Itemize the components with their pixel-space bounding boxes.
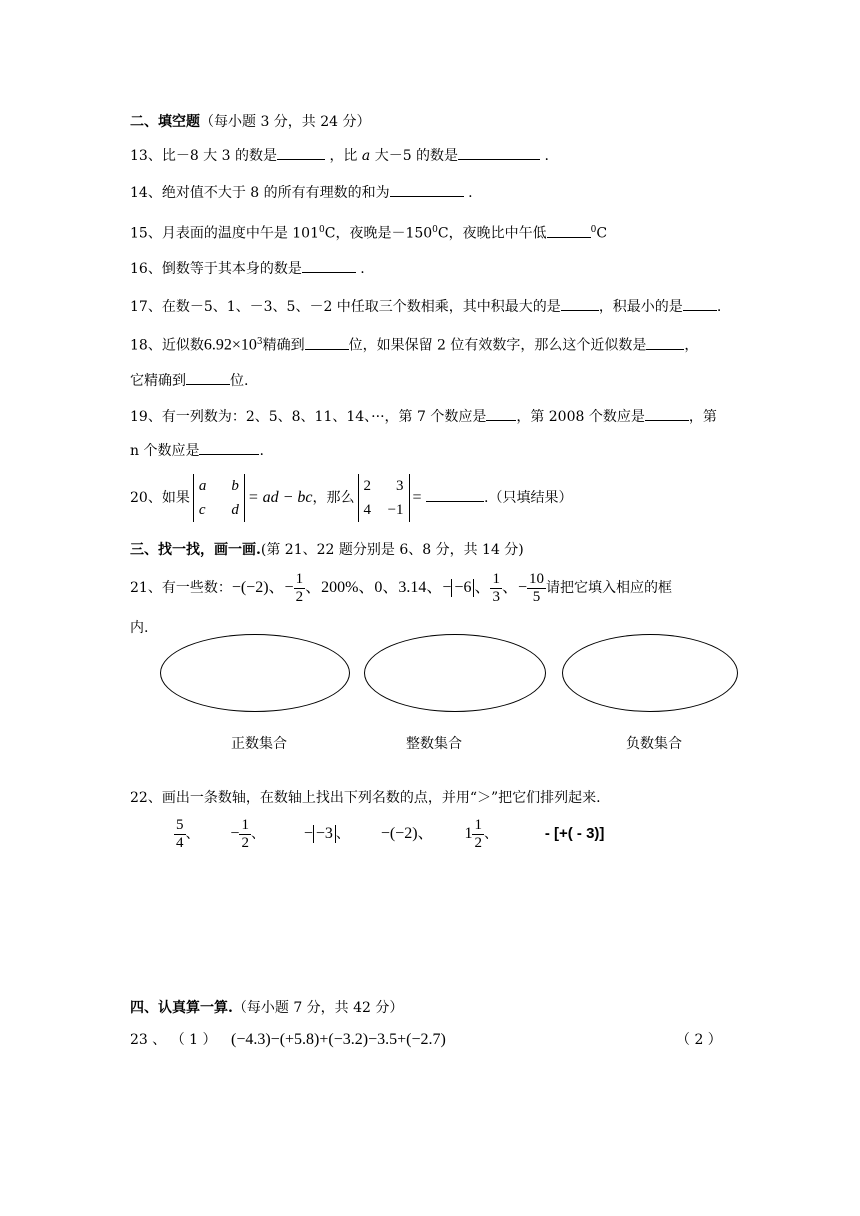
minus-sign: − [230,825,240,842]
matrix-entry: −1 [387,502,404,518]
question-14 [130,182,473,203]
question-18-cont [130,370,248,391]
answer-blank [646,335,684,350]
answer-blank [547,223,591,238]
section-title: 二、填空题 [130,114,200,130]
fraction [527,571,546,606]
answer-blank [390,182,464,197]
question-21-cont [130,618,148,638]
denominator: 2 [295,588,304,605]
positive-set-label: 正数集合 [231,736,287,752]
q17-text: . [716,299,722,315]
denominator: 3 [492,588,500,605]
q13-text: ，比 [329,148,358,164]
equals-sign: = [412,489,422,506]
matrix-entry: b [231,478,239,494]
q13-text: . [544,148,549,164]
question-19-cont [130,440,264,461]
determinant-numeric [358,474,410,522]
q21-text: 请把它填入相应的框 [546,580,672,596]
answer-blank [186,370,230,385]
q21-text: 内. [130,620,149,636]
numerator: 1 [492,570,500,587]
question-17 [130,296,721,317]
separator: 、 [483,826,498,842]
numerator: 1 [241,816,249,833]
numerator: 10 [529,570,544,587]
exponent: 3 [256,337,263,347]
q16-text: . [360,261,365,277]
question-22-numbers [174,812,604,856]
negative-set-label: 负数集合 [626,736,682,752]
fraction [294,571,306,606]
absolute-value: −6 [451,579,474,597]
fraction [174,817,186,852]
question-23 [130,1030,446,1050]
numerator: 1 [295,570,304,587]
section-4-heading [130,998,403,1018]
answer-blank [302,258,356,273]
denominator: 2 [474,834,482,851]
q17-text: ，积最小的是 [598,299,683,315]
separator: 、 [250,826,265,842]
fraction [490,571,502,606]
question-22 [130,788,601,808]
q23-part-2-label: （ 2 ） [676,1032,722,1048]
q20-text: ，那么 [312,490,355,506]
q23-expression: (−4.3)−(+5.8)+(−3.2)−3.5+(−2.7) [230,1031,446,1048]
q18-text: 精确到 [262,337,305,354]
fraction [239,817,251,852]
separator: 、 [185,826,200,842]
q18-text: 18、近似数 [130,337,204,354]
q19-text: n 个数应是 [130,443,200,459]
answer-blank [277,145,325,160]
question-21 [130,566,672,610]
section-title: 三、找一找，画一画. [130,542,261,558]
q23-label: 23 、 （ 1 ） [130,1032,217,1048]
question-19 [130,406,717,427]
q13-text: 13、比－8 大 3 的数是 [130,148,277,164]
q19-text: . [259,443,264,459]
numerator: 1 [474,816,482,833]
matrix-entry: d [231,502,239,518]
denominator: 5 [532,588,541,605]
q14-text: . [468,185,473,201]
question-18 [130,332,698,356]
number-list: −(−2)、− [231,579,294,596]
q19-text: 19、有一列数为：2、5、8、11、14、···，第 7 个数应是 [130,409,487,425]
determinant-formula: = ad − bc [247,489,313,506]
answer-blank [426,487,484,502]
denominator: 2 [241,834,249,851]
q18-text: 位，如果保留 2 位有效数字，那么这个近似数是 [348,337,647,354]
section-note: （每小题 7 分，共 42 分） [232,1000,404,1016]
separator: 、 [335,826,350,842]
number-list: 、 [474,579,491,596]
absolute-value: −3 [313,825,336,843]
answer-blank [486,406,516,421]
integer-set-label: 整数集合 [406,736,462,752]
number-list: 、− [501,579,527,596]
answer-blank [683,296,717,311]
variable-a: a [361,148,371,164]
section-title: 四、认真算一算. [130,1000,233,1016]
q18-text: 它精确到 [130,373,186,389]
q15-text: C，夜晚比中午低 [437,225,547,242]
q15-text: 15、月表面的温度中午是 101 [130,225,319,242]
number-item: −(−2)、 [380,825,434,842]
matrix-entry: a [198,478,207,494]
answer-blank [645,406,689,421]
section-note: （每小题 3 分，共 24 分） [200,114,371,130]
answer-blank [458,145,540,160]
q21-text: 21、有一些数： [130,580,232,596]
answer-blank [561,296,599,311]
degree-mark: 0 [432,225,438,235]
q16-text: 16、倒数等于其本身的数是 [130,261,302,277]
section-3-heading [130,540,524,560]
matrix-entry: 2 [363,478,372,494]
matrix-entry: c [198,502,206,518]
positive-set-ellipse[interactable] [160,634,350,712]
q17-text: 17、在数－5、1、－3、5、－2 中任取三个数相乘，其中积最大的是 [130,299,561,315]
q20-text: 20、如果 [130,490,190,506]
approx-number: 6.92×10 [203,336,257,354]
question-15 [130,220,607,244]
number-item: - [+( - 3)] [544,825,605,842]
minus-sign: − [303,825,313,842]
question-16 [130,258,365,279]
whole-part: 1 [464,825,473,842]
denominator: 4 [176,834,184,851]
q19-text: ，第 2008 个数应是 [516,409,645,425]
q13-text: 大－5 的数是 [374,148,459,164]
numerator: 5 [176,816,184,833]
question-13 [130,145,549,166]
negative-set-ellipse[interactable] [562,634,738,712]
integer-set-ellipse[interactable] [364,634,546,712]
q18-text: 位. [230,373,249,389]
matrix-entry: 4 [363,502,372,518]
q22-text: 22、画出一条数轴，在数轴上找出下列名数的点，并用“＞”把它们排列起来. [130,790,601,806]
matrix-entry: 3 [396,478,404,494]
determinant-abcd [193,474,245,522]
q15-text: C [596,225,608,242]
q15-text: C，夜晚是－150 [324,225,433,242]
answer-blank [199,440,259,455]
q20-text: .（只填结果） [484,490,573,506]
q14-text: 14、绝对值不大于 8 的所有有理数的和为 [130,185,390,201]
answer-blank [305,335,349,350]
section-note: (第 21、22 题分别是 6、8 分，共 14 分) [260,542,524,558]
degree-mark: 0 [319,225,325,235]
section-2-heading [130,112,371,132]
degree-mark: 0 [590,225,597,235]
question-20 [130,474,572,522]
fraction [472,817,484,852]
q18-text: ， [684,337,699,354]
q19-text: ，第 [688,409,717,425]
number-list: 、200%、0、3.14、− [305,579,452,596]
